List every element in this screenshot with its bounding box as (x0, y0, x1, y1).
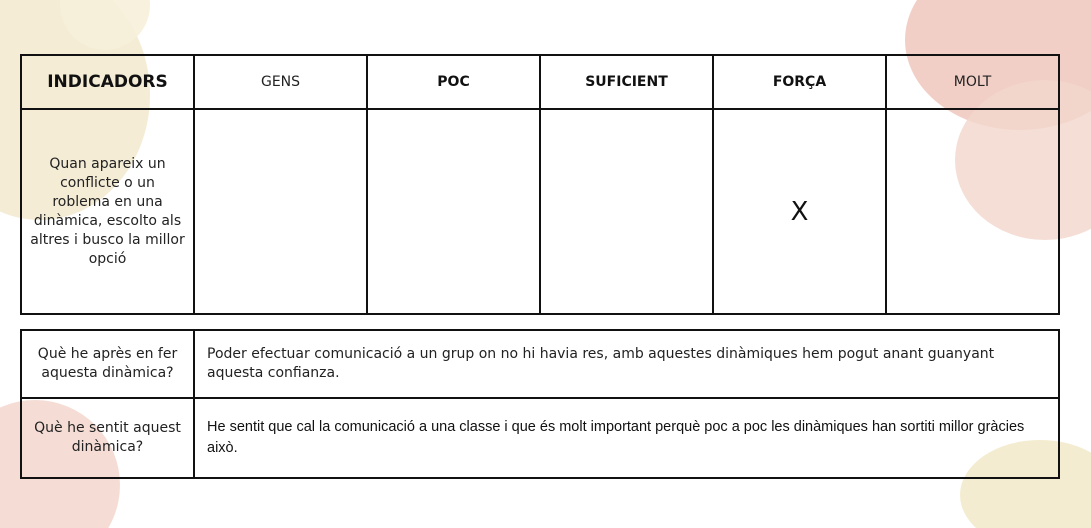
header-forca: FORÇA (713, 55, 886, 109)
header-gens: GENS (194, 55, 367, 109)
rubric-table (20, 54, 1060, 315)
cell-suficient[interactable] (540, 109, 713, 314)
cell-poc[interactable] (367, 109, 540, 314)
cell-molt[interactable] (886, 109, 1059, 314)
header-molt: MOLT (886, 55, 1059, 109)
question-learned: Què he après en fer aquesta dinàmica? (21, 330, 194, 398)
rubric-header-row (21, 55, 1059, 109)
header-indicadors: INDICADORS (21, 55, 194, 109)
answer-learned[interactable]: Poder efectuar comunicació a un grup on no hi havia res, amb aquestes dinàmiques hem pogut anant guanyant aquesta confianza. (194, 330, 1059, 398)
reflection-row (21, 330, 1059, 398)
indicator-text: Quan apareix un conflicte o un roblema en una dinàmica, escolto als altres i busco la millor opció (21, 109, 194, 314)
reflection-table (20, 329, 1060, 479)
reflection-row (21, 398, 1059, 478)
cell-gens[interactable] (194, 109, 367, 314)
answer-felt[interactable]: He sentit que cal la comunicació a una classe i que és molt important perquè poc a poc les dinàmiques han sortiti millor gràcies això. (194, 398, 1059, 478)
question-felt: Què he sentit aquest dinàmica? (21, 398, 194, 478)
header-poc: POC (367, 55, 540, 109)
rubric-row (21, 109, 1059, 314)
header-suficient: SUFICIENT (540, 55, 713, 109)
cell-forca-mark[interactable]: X (713, 109, 886, 314)
